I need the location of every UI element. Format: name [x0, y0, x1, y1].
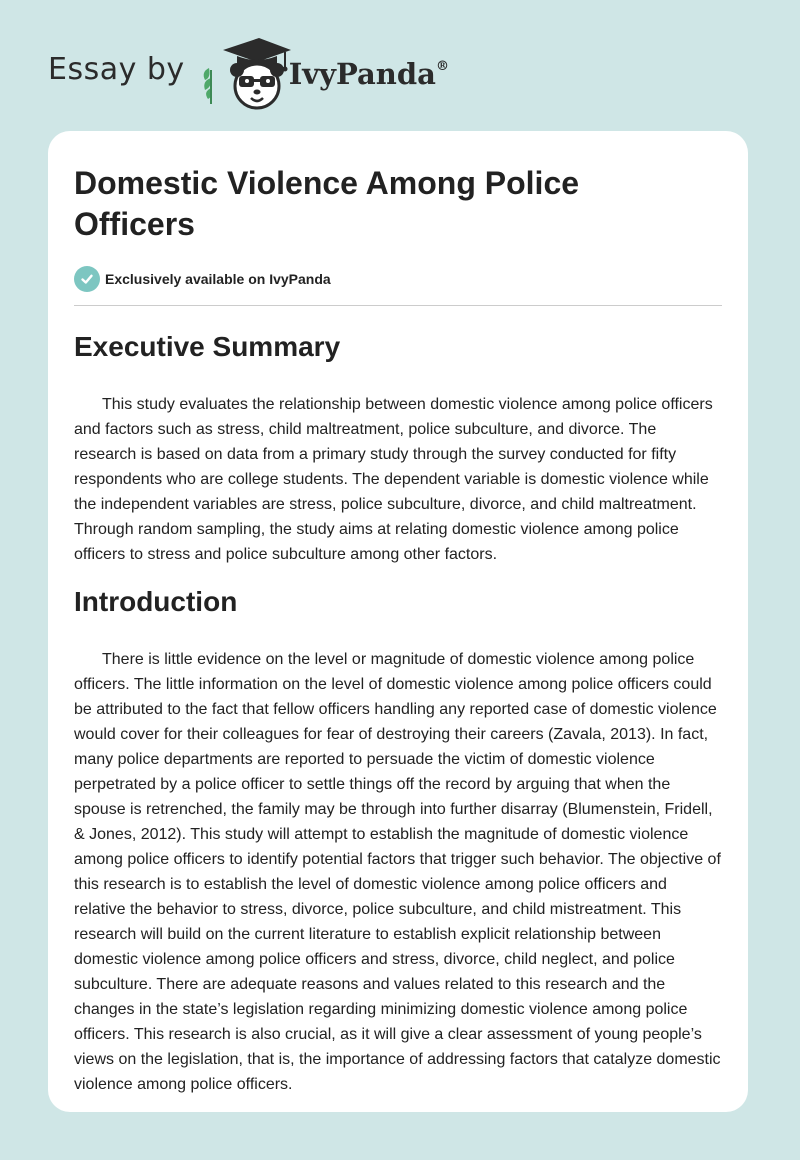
- introduction-paragraph: There is little evidence on the level or magnitude of domestic violence among police officers. The little information on the level of domestic violence among police officers could be attributed to the fact that fellow officers handling any reported case of domestic violence would cover for their colleagues for fear of destroying their careers (Zavala, 2013). In fact, many police departments are reported to persuade the victim of domestic violence perpetrated by a police officer to settle things off the record by arguing that when the spouse is retrenched, the family may be through into further disarray (Blumenstein, Fridell, & Jones, 2012). This study will attempt to establish the magnitude of domestic violence among police officers to identify potential factors that trigger such behavior. The objective of this research is to establish the level of domestic violence among police officers and relative the behavior to stress, divorce, police subculture, and child mistreatment. This research will build on the current literature to establish explicit relationship between domestic violence among police officers and stress, divorce, child neglect, and police subculture. There are adequate reasons and values related to this research and the changes in the state’s legislation regarding minimizing domestic violence among police officers. This research is also crucial, as it will give a clear assessment of young people’s views on the legislation, that is, the importance of addressing factors that catalyze domestic violence among police officers.: [74, 651, 721, 1093]
- brand-prefix: Essay by: [48, 51, 185, 87]
- panda-graduate-icon: [199, 34, 295, 110]
- badge-label: Exclusively available on IvyPanda: [105, 271, 331, 287]
- article-card: [48, 131, 748, 1112]
- page-title: Domestic Violence Among Police Officers: [74, 165, 580, 242]
- title-divider: [74, 305, 722, 306]
- registered-mark: ®: [435, 59, 449, 74]
- section-heading-introduction: Introduction: [74, 586, 238, 617]
- brand-name: IvyPanda®: [288, 57, 449, 91]
- exclusive-badge: [74, 266, 722, 292]
- check-circle-icon: [74, 266, 100, 292]
- executive-summary-paragraph: This study evaluates the relationship between domestic violence among police officers and factors such as stress, child maltreatment, police subculture, and divorce. The research is based on data from a primary study through the survey conducted for fifty respondents who are college students. The dependent variable is domestic violence while the independent variables are stress, police subculture, divorce, and child maltreatment. Through random sampling, the study aims at relating domestic violence among police officers to stress and police subculture among other factors.: [74, 396, 713, 563]
- section-heading-executive-summary: Executive Summary: [74, 331, 341, 362]
- brand-header[interactable]: [48, 34, 449, 110]
